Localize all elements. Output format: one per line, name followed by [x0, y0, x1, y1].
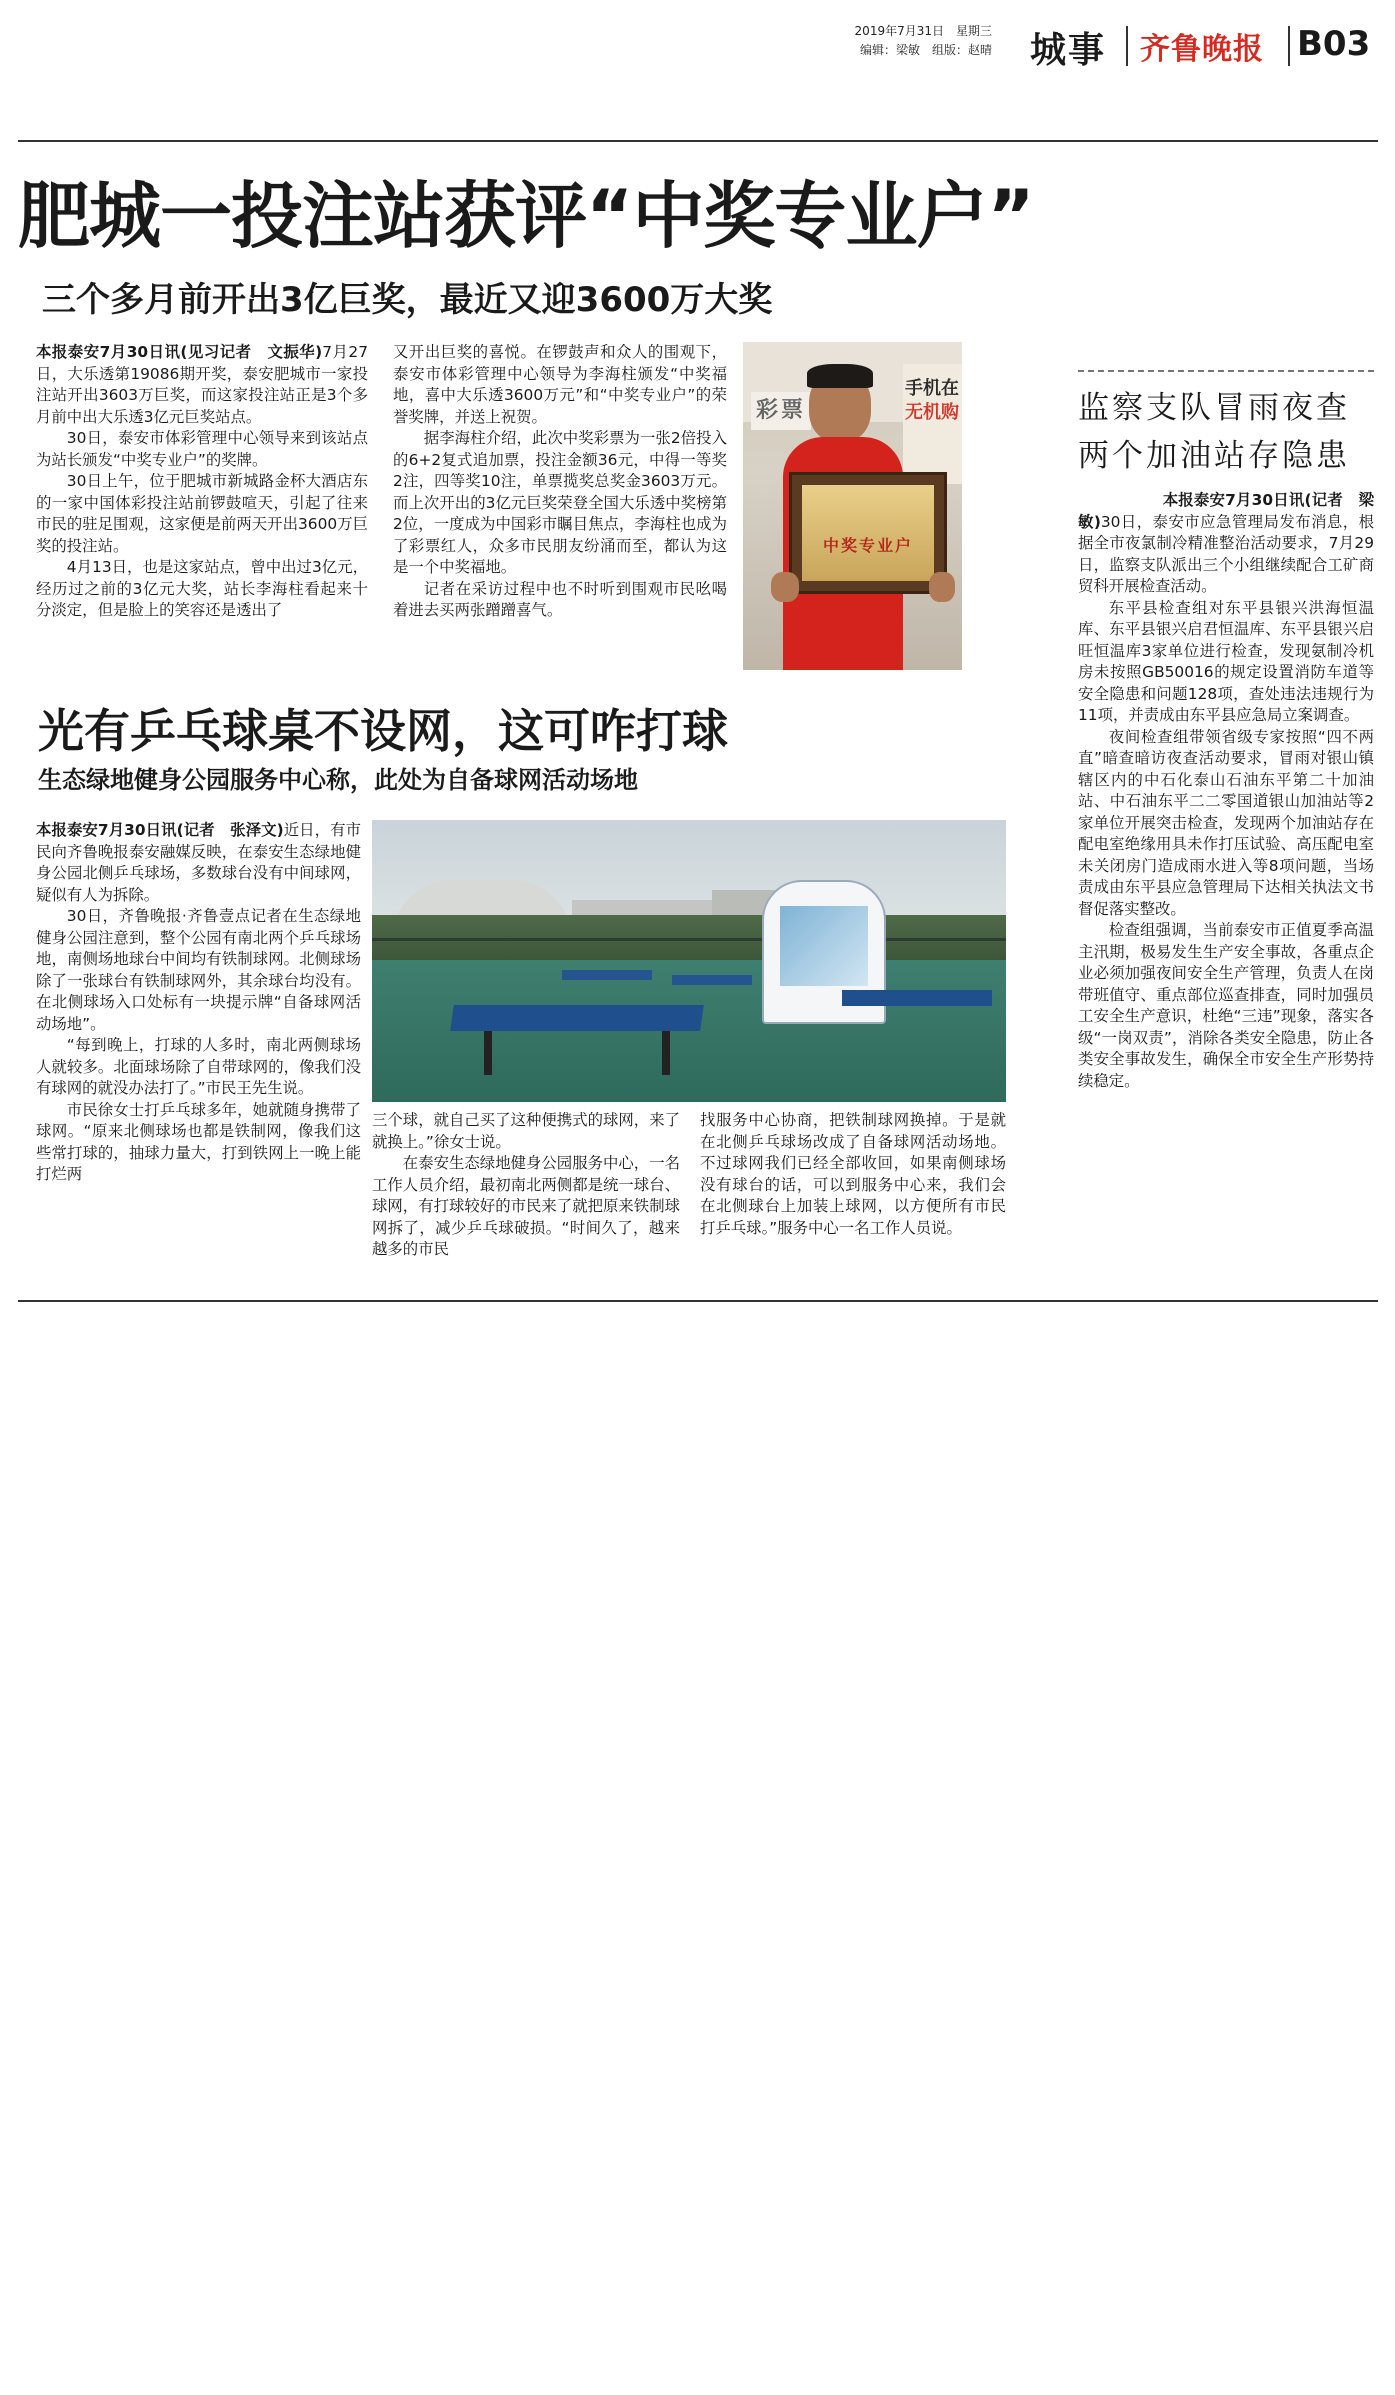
paragraph: 4月13日，也是这家站点，曾中出过3亿元，经历过之前的3亿元大奖，站长李海柱看起来十分淡定，但是脸上的笑容还是透出了 — [36, 558, 368, 619]
article3-byline: 本报泰安7月30日讯(记者 梁敏) — [1078, 491, 1374, 531]
award-plaque — [789, 472, 947, 594]
article1-column-1 — [36, 342, 368, 672]
article1-byline: 本报泰安7月30日讯(见习记者 文振华) — [36, 343, 323, 361]
paragraph: 7月27日，大乐透第19086期开奖，泰安肥城市一家投注站开出3603万巨奖，而这家投注站正是3个多月前中出大乐透3亿元巨奖站点。 — [36, 343, 368, 426]
header-divider — [1126, 26, 1128, 66]
paragraph: 东平县检查组对东平县银兴洪海恒温库、东平县银兴启君恒温库、东平县银兴启旺恒温库3家单位进行检查，发现氨制冷机房未按照GB50016的规定设置消防车道等安全隐患和问题128项，查处违法违规行为11项，并责成由东平县应急局立案调查。 — [1078, 598, 1374, 724]
paragraph: 30日，齐鲁晚报·齐鲁壹点记者在生态绿地健身公园注意到，整个公园有南北两个乒乓球场地，南侧场地球台中间均有铁制球网。北侧球场除了一张球台有铁制球网外，其余球台均没有。在北侧球场入口处标有一块提示牌“自备球网活动场地”。 — [36, 907, 361, 1033]
paragraph: 近日，有市民向齐鲁晚报泰安融媒反映，在泰安生态绿地健身公园北侧乒乓球场，多数球台没有中间球网，疑似有人为拆除。 — [36, 821, 361, 904]
date-line: 2019年7月31日 星期三 — [854, 24, 992, 38]
plaque-text: 中奖专业户 — [822, 536, 913, 555]
article2-subhead: 生态绿地健身公园服务中心称，此处为自备球网活动场地 — [38, 766, 638, 794]
brand-logo: 齐鲁晚报 — [1140, 32, 1264, 67]
paragraph: 检查组强调，当前泰安市正值夏季高温主汛期，极易发生生产安全事故，各重点企业必须加强夜间安全生产管理，负责人在岗带班值守、重点部位巡查排查，同时加强员工安全生产意识，杜绝“三违”现象，落实各级“一岗双责”，消除各类安全隐患，防止各类安全事故发生，确保全市安全生产形势持续稳定。 — [1078, 921, 1374, 1090]
pingpong-table — [450, 1005, 704, 1031]
paragraph: 据李海柱介绍，此次中奖彩票为一张2倍投入的6+2复式追加票，投注金额36元，中得一等奖2注，四等奖10注，单票揽奖总奖金3603万元。而上次开出的3亿元巨奖荣登全国大乐透中奖榜第2位，一度成为中国彩市瞩目焦点，李海柱也成为了彩票红人，众多市民朋友纷涌而至，都认为这是一个中奖福地。 — [393, 429, 727, 576]
header-rule — [18, 140, 1378, 142]
masthead-meta — [770, 22, 992, 60]
bottom-rule — [18, 1300, 1378, 1302]
article2-byline: 本报泰安7月30日讯(记者 张泽文) — [36, 821, 284, 839]
article2-column-1 — [36, 820, 361, 1280]
paragraph: “每到晚上，打球的人多时，南北两侧球场人就较多。北面球场除了自带球网的，像我们没有球网的就没办法打了。”市民王先生说。 — [36, 1036, 361, 1097]
article1-photo: 彩票 手机在 无机购 中奖专业户 — [743, 342, 962, 670]
section-name: 城事 — [1030, 30, 1107, 71]
mobile-sign: 手机在 — [905, 378, 959, 399]
article2-headline: 光有乒乓球桌不设网，这可咋打球 — [38, 704, 728, 758]
paragraph: 市民徐女士打乒乓球多年，她就随身携带了球网。“原来北侧球场也都是铁制网，像我们这些常打球的，抽球力量大，打到铁网上一晚上能打烂两 — [36, 1100, 361, 1183]
article3-top-rule — [1078, 370, 1374, 372]
paragraph: 记者在采访过程中也不时听到围观市民吆喝着进去买两张蹭蹭喜气。 — [393, 579, 727, 619]
article2-column-3 — [700, 1110, 1006, 1280]
paragraph: 30日，泰安市体彩管理中心领导来到该站点为站长颁发“中奖专业户”的奖牌。 — [36, 429, 368, 469]
lottery-sign: 彩票 — [751, 392, 811, 430]
header-divider — [1288, 26, 1290, 66]
article2-photo — [372, 820, 1006, 1102]
article2-column-2 — [372, 1110, 680, 1280]
paragraph: 三个球，就自己买了这种便携式的球网，来了就换上。”徐女士说。 — [372, 1111, 680, 1151]
paragraph: 30日，泰安市应急管理局发布消息，根据全市夜氯制冷精准整治活动要求，7月29日，监察支队派出三个小组继续配合工矿商贸科开展检查活动。 — [1078, 512, 1374, 595]
article1-headline: 肥城一投注站获评“中奖专业户” — [18, 174, 1034, 258]
article3-column — [1078, 490, 1374, 1282]
article1-subhead: 三个多月前开出3亿巨奖，最近又迎3600万大奖 — [42, 280, 773, 320]
page-number: B03 — [1297, 24, 1371, 64]
paragraph: 在泰安生态绿地健身公园服务中心，一名工作人员介绍，最初南北两侧都是统一球台、球网，有打球较好的市民来了就把原来铁制球网拆了，减少乒乓球破损。“时间久了，越来越多的市民 — [372, 1154, 680, 1258]
paragraph: 夜间检查组带领省级专家按照“四不两直”暗查暗访夜查活动要求，冒雨对银山镇辖区内的中石化泰山石油东平第二十加油站、中石油东平二二零国道银山加油站等2家单位开展突击检查，发现两个加油站存在配电室绝缘用具未作打压试验、高压配电室未关闭房门造成雨水进入等8项问题，当场责成由东平县应急管理局下达相关执法文书督促落实整改。 — [1078, 727, 1374, 918]
article3-headline: 监察支队冒雨夜查 两个加油站存隐患 — [1078, 390, 1350, 474]
paragraph: 找服务中心协商，把铁制球网换掉。于是就在北侧乒乓球场改成了自备球网活动场地。不过球网我们已经全部收回，如果南侧球场没有球台的话，可以到服务中心来，我们会在北侧球台上加装上球网，以方便所有市民打乒乓球。”服务中心一名工作人员说。 — [700, 1111, 1006, 1237]
editor-line: 编辑：梁敏 组版：赵晴 — [859, 43, 992, 57]
paragraph: 30日上午，位于肥城市新城路金杯大酒店东的一家中国体彩投注站前锣鼓喧天，引起了往来市民的驻足围观，这家便是前两天开出3600万巨奖的投注站。 — [36, 472, 368, 555]
article1-column-2 — [393, 342, 727, 672]
pingpong-table — [842, 990, 992, 1006]
paragraph: 又开出巨奖的喜悦。在锣鼓声和众人的围观下，泰安市体彩管理中心领导为李海柱颁发“中奖福地，喜中大乐透3600万元”和“中奖专业户”的荣誉奖牌，并送上祝贺。 — [393, 343, 727, 426]
